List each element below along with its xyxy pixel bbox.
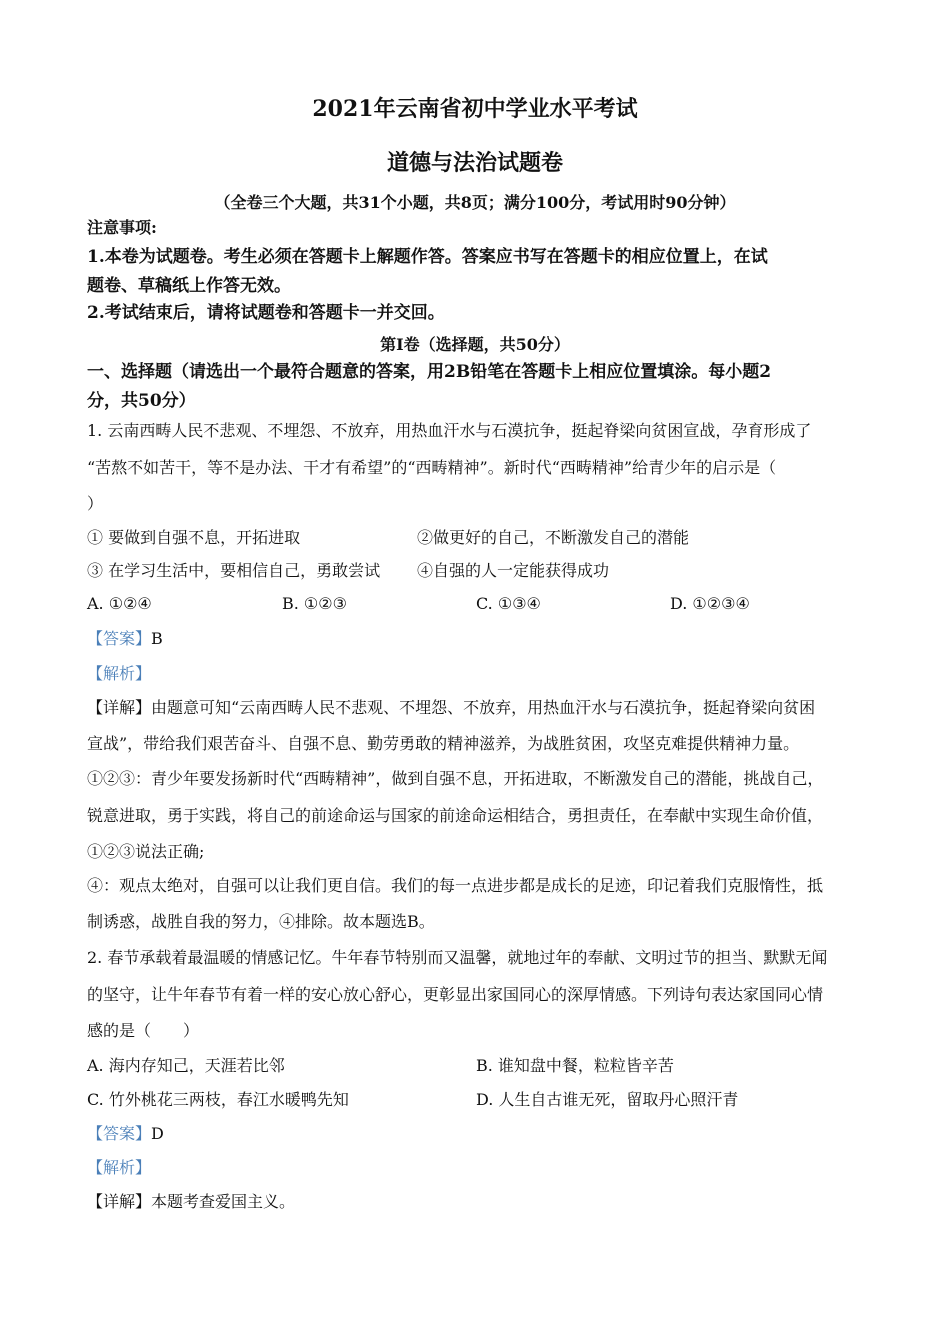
q1-option-c: C. ①③④ (476, 594, 541, 613)
exam-title: 2021年云南省初中学业水平考试 (312, 96, 638, 122)
section-heading-line-1: 一、选择题（请选出一个最符合题意的答案，用2B铅笔在答题卡上相应位置填涂。每小题2 (87, 362, 772, 382)
q2-analysis-tag: 【解析】 (87, 1158, 152, 1177)
q1-option-b: B. ①②③ (282, 594, 347, 613)
q2-detail-line-1: 【详解】本题考查爱国主义。 (87, 1192, 296, 1211)
q2-option-b: B. 谁知盘中餐，粒粒皆辛苦 (476, 1056, 674, 1075)
q2-answer (87, 1124, 164, 1144)
q1-statement-3: ③ 在学习生活中，要相信自己，勇敢尝试 (87, 561, 381, 580)
q1-detail-line-5: ①②③说法正确; (87, 842, 205, 861)
q2-option-c: C. 竹外桃花三两枝，春江水暖鸭先知 (87, 1090, 349, 1109)
section-heading-line-2: 分，共50分） (87, 391, 196, 411)
q1-option-a: A. ①②④ (87, 594, 152, 613)
part1-heading: 第Ⅰ卷（选择题，共50分） (380, 335, 570, 354)
q1-answer-tag: 【答案】 (87, 629, 152, 648)
q1-detail-line-4: 锐意进取，勇于实践，将自己的前途命运与国家的前途命运相结合，勇担责任，在奉献中实现生命价值， (87, 806, 824, 825)
notice-heading: 注意事项: (87, 218, 157, 237)
q1-detail-line-7: 制诱惑，战胜自我的努力，④排除。故本题选B。 (87, 912, 435, 931)
q1-detail-line-2: 宣战”，带给我们艰苦奋斗、自强不息、勤劳勇敢的精神滋养，为战胜贫困，攻坚克难提供精神力量。 (87, 734, 800, 753)
q1-analysis-tag: 【解析】 (87, 664, 152, 683)
q1-stem-line-2: “苦熬不如苦干，等不是办法、干才有希望”的“西畴精神”。新时代“西畴精神”给青少年的启示是（ (87, 458, 777, 477)
q1-detail-line-3: ①②③：青少年要发扬新时代“西畴精神”，做到自强不息，开拓进取，不断激发自己的潜能，挑战自己， (87, 769, 824, 788)
q1-detail-line-1: 【详解】由题意可知“云南西畴人民不悲观、不埋怨、不放弃，用热血汗水与石漠抗争，挺起脊梁向贫困 (87, 698, 816, 717)
exam-note: （全卷三个大题，共31个小题，共8页；满分100分，考试用时90分钟） (214, 193, 736, 212)
q1-detail-line-6: ④：观点太绝对，自强可以让我们更自信。我们的每一点进步都是成长的足迹，印记着我们克服惰性，抵 (87, 876, 824, 895)
q1-answer-value: B (151, 629, 163, 648)
q2-stem-line-3: 感的是（ ） (87, 1021, 200, 1040)
q1-statement-1: ① 要做到自强不息，开拓进取 (87, 528, 301, 547)
q2-option-d: D. 人生自古谁无死，留取丹心照汗青 (476, 1090, 739, 1109)
q1-statement-2: ②做更好的自己，不断激发自己的潜能 (417, 528, 690, 547)
exam-subtitle: 道德与法治试题卷 (386, 150, 563, 176)
notice-item-2: 2.考试结束后，请将试题卷和答题卡一并交回。 (87, 303, 445, 323)
q1-stem-line-1: 1. 云南西畴人民不悲观、不埋怨、不放弃，用热血汗水与石漠抗争，挺起脊梁向贫困宣战，孕育形成了 (87, 421, 812, 440)
notice-item-1-line-2: 题卷、草稿纸上作答无效。 (87, 276, 291, 296)
q1-statement-4: ④自强的人一定能获得成功 (417, 561, 610, 580)
q2-stem-line-1: 2. 春节承载着最温暖的情感记忆。牛年春节特别而又温馨，就地过年的奉献、文明过节的担当、默默无闻 (87, 948, 828, 967)
q1-answer (87, 629, 163, 649)
q2-option-a: A. 海内存知己，天涯若比邻 (87, 1056, 285, 1075)
q1-stem-line-3: ） (87, 494, 104, 513)
q2-answer-tag: 【答案】 (87, 1124, 152, 1143)
notice-item-1-line-1: 1.本卷为试题卷。考生必须在答题卡上解题作答。答案应书写在答题卡的相应位置上，在试 (87, 247, 768, 267)
q2-answer-value: D (151, 1124, 164, 1143)
q2-stem-line-2: 的坚守，让牛年春节有着一样的安心放心舒心，更彰显出家国同心的深厚情感。下列诗句表达家国同心情 (87, 985, 824, 1004)
q1-option-d: D. ①②③④ (670, 594, 750, 613)
